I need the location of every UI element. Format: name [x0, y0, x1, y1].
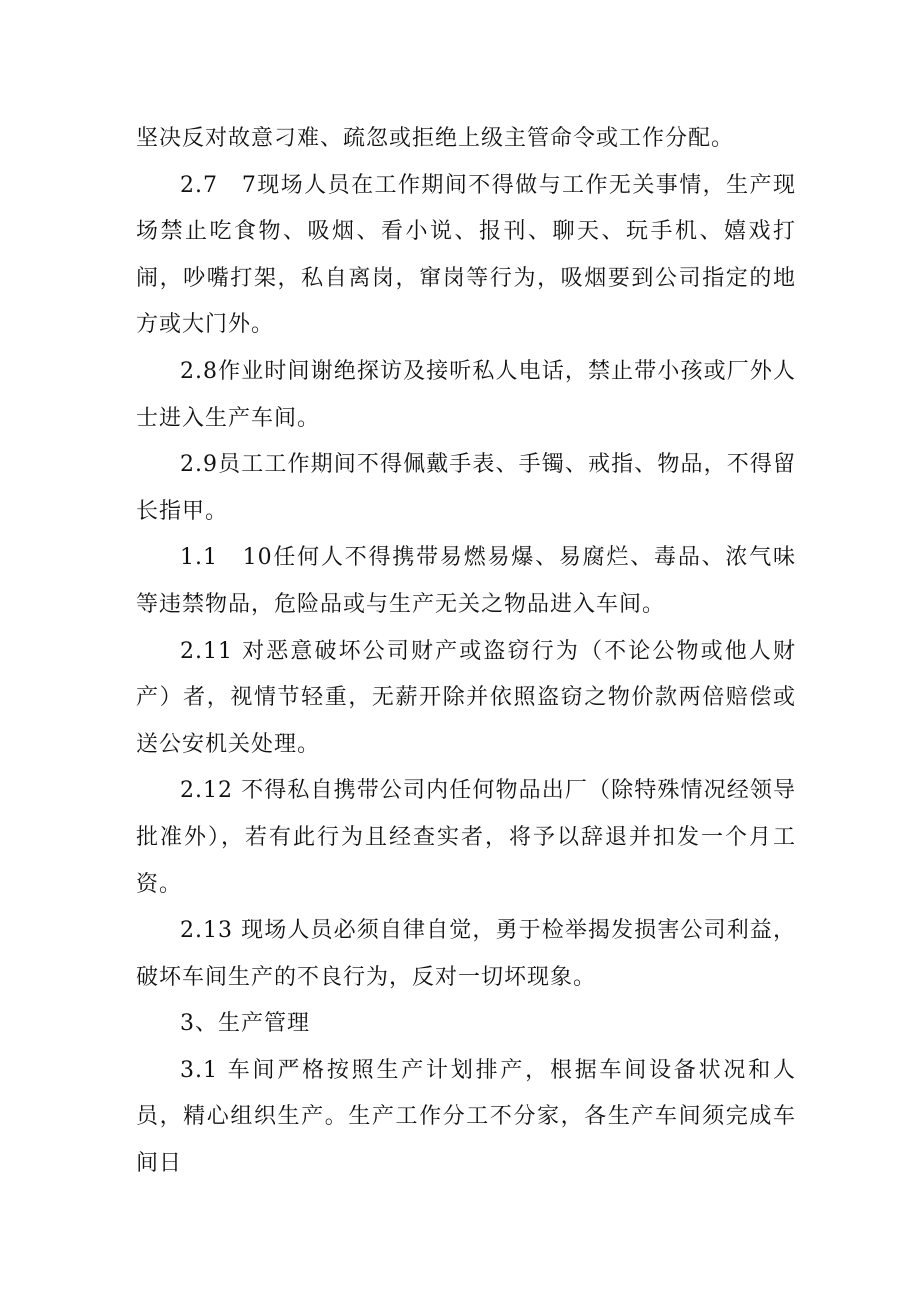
paragraph-2-8: 2.8作业时间谢绝探访及接听私人电话，禁止带小孩或厂外人士进入生产车间。 [136, 358, 796, 431]
paragraph-2-13: 2.13 现场人员必须自律自觉，勇于检举揭发损害公司利益，破坏车间生产的不良行为，反对一切坏现象。 [136, 918, 796, 990]
paragraph-2-11: 2.11 对恶意破坏公司财产或盗窃行为（不论公物或他人财产）者，视情节轻重，无薪开除并依照盗窃之物价款两倍赔偿或送公安机关处理。 [136, 638, 796, 757]
paragraph-continuation: 坚决反对故意刁难、疏忽或拒绝上级主管命令或工作分配。 [136, 126, 735, 151]
paragraph-2-7: 2.7 7现场人员在工作期间不得做与工作无关事情，生产现场禁止吃食物、吸烟、看小说、报刊、聊天、玩手机、嬉戏打闹，吵嘴打架，私自离岗，窜岗等行为，吸烟要到公司指定的地方或大门外。 [136, 172, 796, 338]
paragraph-1-1: 1.1 10任何人不得携带易燃易爆、易腐烂、毒品、浓气味等违禁物品，危险品或与生产无关之物品进入车间。 [136, 545, 796, 617]
document-body [136, 116, 796, 1188]
section-heading-production-management: 3、生产管理 [180, 1011, 310, 1037]
paragraph-2-12: 2.12 不得私自携带公司内任何物品出厂（除特殊情况经领导批准外），若有此行为且经查实者，将予以辞退并扣发一个月工资。 [136, 778, 796, 897]
paragraph-3-1: 3.1 车间严格按照生产计划排产，根据车间设备状况和人员，精心组织生产。生产工作分工不分家，各生产车间须完成车间日 [136, 1057, 796, 1177]
paragraph-2-9: 2.9员工工作期间不得佩戴手表、手镯、戒指、物品，不得留长指甲。 [136, 452, 796, 524]
